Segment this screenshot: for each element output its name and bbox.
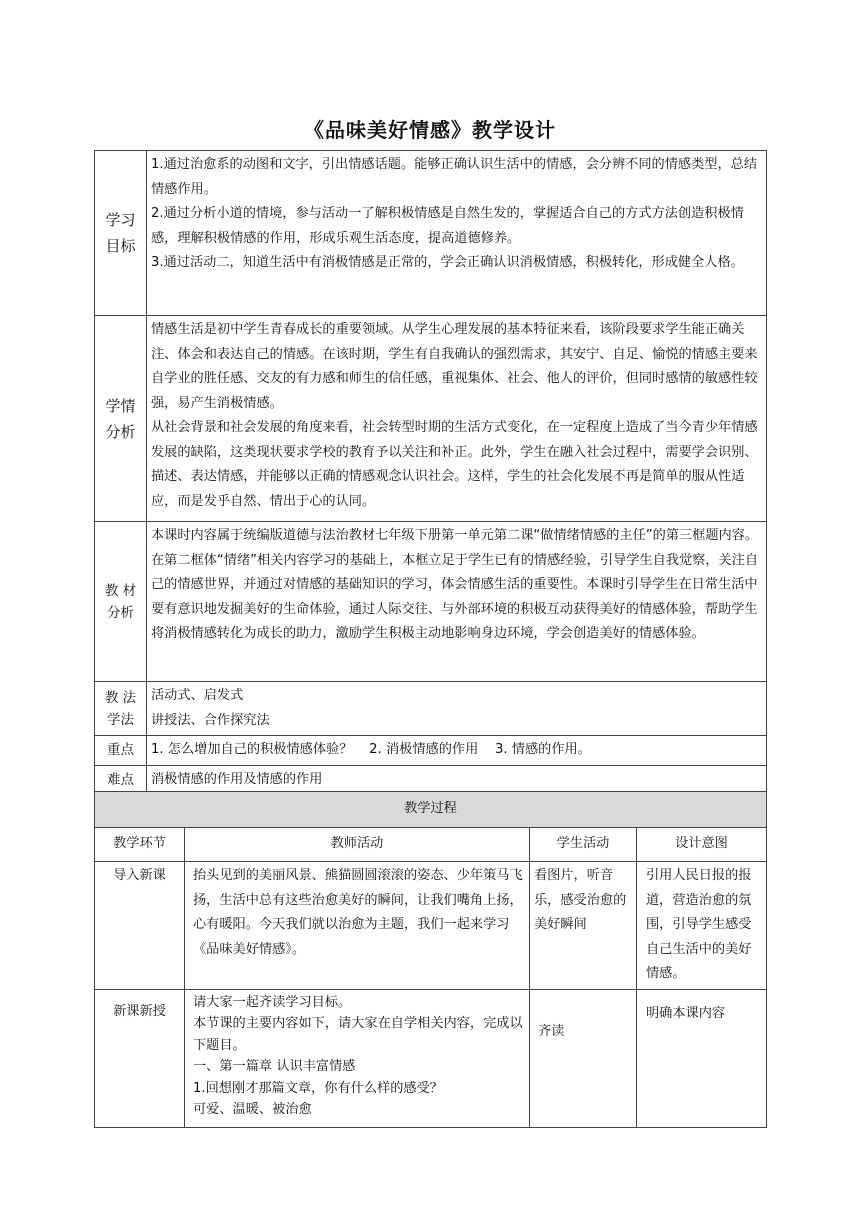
process-heading-row	[95, 792, 767, 828]
student-activity-cell: 看图片，听音乐，感受治愈的美好瞬间	[530, 862, 637, 990]
column-header: 设计意图	[637, 828, 767, 862]
stage-cell: 新课新授	[95, 989, 185, 1127]
process-column-headers	[95, 828, 767, 862]
teacher-line: 请大家一起齐读学习目标。	[193, 994, 352, 1010]
column-header: 教师活动	[185, 828, 530, 862]
textbook-analysis-label: 教 材 分析	[95, 522, 147, 682]
methods-row	[95, 682, 767, 736]
process-table	[94, 791, 767, 1128]
objective-item: 2.通过分析小道的情境，参与活动一了解积极情感是自然生发的，掌握适合自己的方式方法创造积极情感，理解积极情感的作用，形成乐观生活态度，提高道德修养。	[151, 206, 744, 246]
process-row-intro	[95, 862, 767, 990]
student-activity-cell: 齐读	[530, 989, 637, 1127]
teacher-line: 1.回想刚才那篇文章，你有什么样的感受？	[193, 1080, 443, 1096]
key-points-row	[95, 736, 767, 766]
objectives-row	[95, 151, 767, 316]
difficulties-label: 难点	[95, 765, 147, 795]
key-points-label: 重点	[95, 736, 147, 766]
objectives-content	[147, 151, 767, 316]
objective-item: 3.通过活动二，知道生活中有消极情感是正常的，学会正确认识消极情感，积极转化，形成健全人格。	[151, 255, 744, 270]
difficulties-content: 消极情感的作用及情感的作用	[147, 765, 767, 795]
student-analysis-label: 学情 分析	[95, 316, 147, 522]
process-row-new	[95, 989, 767, 1127]
objectives-label: 学习 目标	[95, 151, 147, 316]
methods-label: 教 法 学法	[95, 682, 147, 736]
process-heading: 教学过程	[95, 792, 767, 828]
column-header: 教学环节	[95, 828, 185, 862]
stage-cell: 导入新课	[95, 862, 185, 990]
methods-content	[147, 682, 767, 736]
teacher-activity-cell	[185, 989, 530, 1127]
document-title: 《品味美好情感》教学设计	[304, 118, 556, 142]
column-header: 学生活动	[530, 828, 637, 862]
student-analysis-row	[95, 316, 767, 522]
teacher-line: 本节课的主要内容如下，请大家在自学相关内容，完成以下题目。	[193, 1016, 523, 1053]
teacher-line: 一、第一篇章 认识丰富情感	[193, 1059, 356, 1074]
teacher-activity-cell: 抬头见到的美丽风景、熊猫圆圆滚滚的姿态、少年策马飞扬，生活中总有这些治愈美好的瞬间，让我们嘴角上扬，心有暖阳。今天我们就以治愈为主题，我们一起来学习《品味美好情感》。	[185, 862, 530, 990]
analysis-paragraph: 从社会背景和社会发展的角度来看，社会转型时期的生活方式变化，在一定程度上造成了当今青少年情感发展的缺陷，这类现状要求学校的教育予以关注和补正。此外，学生在融入社会过程中，需要学会识别、描述、表达情感，并能够以正确的情感观念认识社会。这样，学生的社会化发展不再是简单的服从性适应，而是发乎自然、情出于心的认同。	[151, 420, 758, 509]
method-line: 讲授法、合作探究法	[151, 712, 270, 728]
design-intent-cell: 引用人民日报的报道，营造治愈的氛围，引导学生感受自己生活中的美好情感。	[637, 862, 767, 990]
analysis-paragraph: 情感生活是初中学生青春成长的重要领域。从学生心理发展的基本特征来看，该阶段要求学生能正确关注、体会和表达自己的情感。在该时期，学生有自我确认的强烈需求，其安宁、自足、愉悦的情感主要来自学业的胜任感、交友的有力感和师生的信任感，重视集体、社会、他人的评价，但同时感情的敏感性较强，易产生消极情感。	[151, 322, 758, 411]
student-analysis-content	[147, 316, 767, 522]
method-line: 活动式、启发式	[151, 688, 244, 703]
textbook-analysis-row	[95, 522, 767, 682]
info-table	[94, 150, 767, 795]
design-intent-cell: 明确本课内容	[637, 989, 767, 1127]
textbook-analysis-content: 本课时内容属于统编版道德与法治教材七年级下册第一单元第二课“做情绪情感的主任”的第三框题内容。在第二框体“情绪”相关内容学习的基础上，本框立足于学生已有的情感经验，引导学生自我觉察，关注自己的情感世界，并通过对情感的基础知识的学习，体会情感生活的重要性。本课时引导学生在日常生活中要有意识地发掘美好的生命体验，通过人际交往、与外部环境的积极互动获得美好的情感体验，帮助学生将消极情感转化为成长的助力，激励学生积极主动地影响身边环境，学会创造美好的情感体验。	[147, 522, 767, 682]
teacher-line: 可爱、温暖、被治愈	[193, 1102, 312, 1117]
objective-item: 1.通过治愈系的动图和文字，引出情感话题。能够正确认识生活中的情感，会分辨不同的情感类型，总结情感作用。	[151, 157, 758, 197]
key-points-content: 1. 怎么增加自己的积极情感体验？ 2. 消极情感的作用 3. 情感的作用。	[147, 736, 767, 766]
